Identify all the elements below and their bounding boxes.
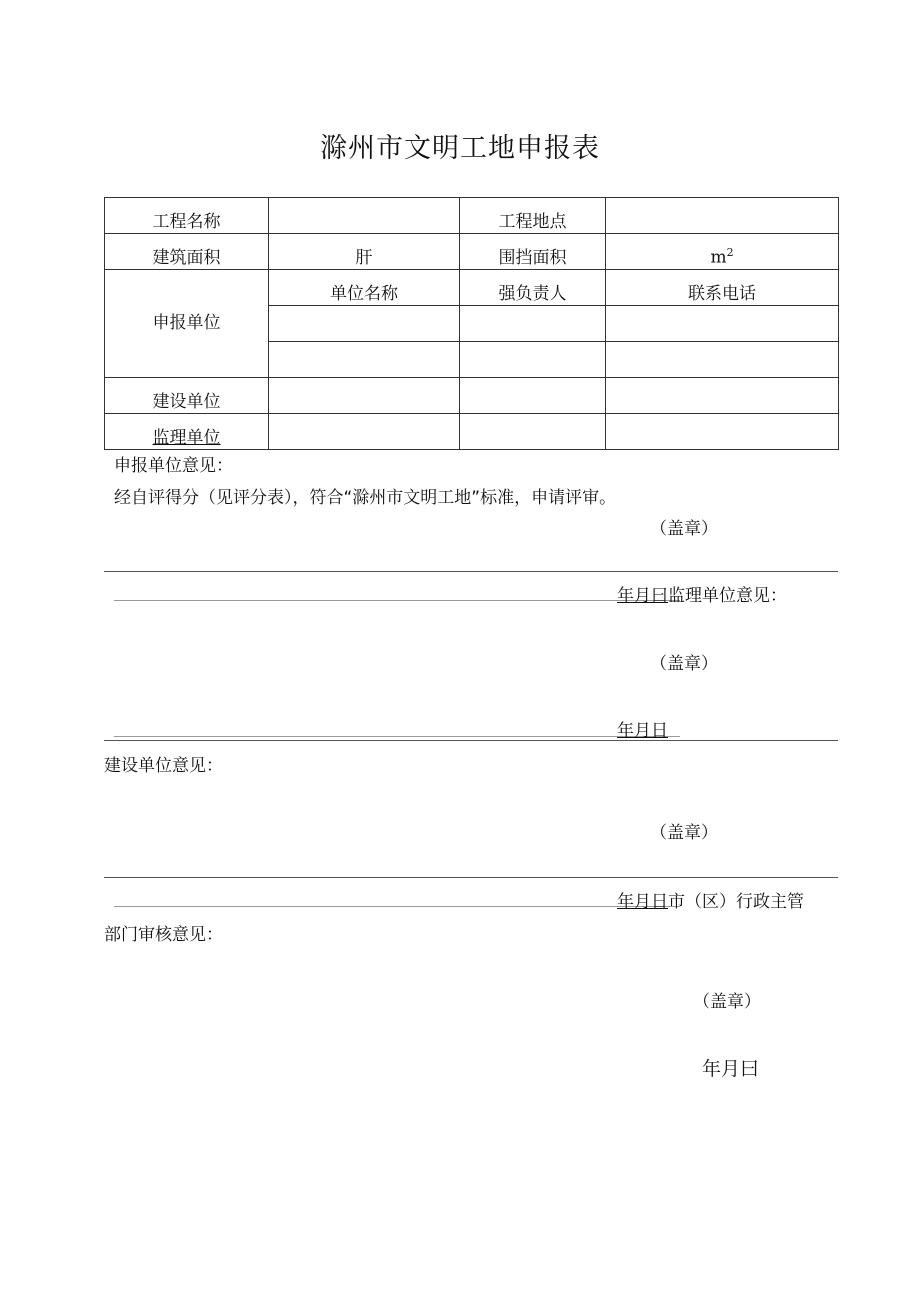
project-name-label: 工程名称 — [105, 198, 269, 234]
applicant-phone-field-2[interactable] — [606, 342, 839, 378]
table-row — [105, 198, 839, 234]
supervision-unit-label — [105, 414, 269, 450]
application-form-table — [104, 197, 839, 450]
section-divider — [104, 740, 838, 741]
applicant-opinion-body: 经自评得分（见评分表），符合“滁州市文明工地”标准，申请评审。 — [114, 488, 617, 508]
supervision-unit-label-text: 监理单位 — [152, 428, 221, 448]
project-location-label: 工程地点 — [460, 198, 606, 234]
construction-date-text: 年月日 — [617, 892, 668, 912]
table-row — [105, 414, 839, 450]
supervision-date-text: 年月日 — [617, 721, 668, 741]
building-area-label: 建筑面积 — [105, 234, 269, 270]
section-divider — [104, 877, 838, 878]
supervision-opinion-date — [617, 716, 668, 741]
table-row — [105, 378, 839, 414]
construction-opinion-seal: （盖章） — [650, 823, 718, 843]
construction-unit-name-field[interactable] — [269, 378, 460, 414]
page-title: 滁州市文明工地申报表 — [320, 133, 600, 164]
applicant-unit-name-field-2[interactable] — [269, 342, 460, 378]
applicant-person-field-2[interactable] — [460, 342, 606, 378]
signature-line — [114, 600, 680, 601]
col-header-phone: 联系电话 — [606, 270, 839, 306]
supervision-person-field[interactable] — [460, 414, 606, 450]
fence-area-label: 围挡面积 — [460, 234, 606, 270]
signature-line — [114, 736, 680, 737]
fence-area-unit-superscript: 2 — [726, 246, 734, 260]
applicant-opinion-heading: 申报单位意见： — [114, 456, 233, 476]
applicant-phone-field-1[interactable] — [606, 306, 839, 342]
applicant-opinion-date — [617, 581, 787, 606]
supervision-unit-name-field[interactable] — [269, 414, 460, 450]
fence-area-unit: m — [710, 248, 727, 268]
applicant-unit-name-field-1[interactable] — [269, 306, 460, 342]
supervision-phone-field[interactable] — [606, 414, 839, 450]
construction-person-field[interactable] — [460, 378, 606, 414]
applicant-date-text: 年月曰 — [617, 586, 668, 606]
table-row — [105, 270, 839, 306]
applicant-person-field-1[interactable] — [460, 306, 606, 342]
col-header-person: 强负责人 — [460, 270, 606, 306]
admin-opinion-heading-2: 部门审核意见： — [104, 925, 223, 945]
admin-opinion-seal: （盖章） — [693, 992, 761, 1012]
construction-opinion-heading: 建设单位意见： — [104, 756, 223, 776]
construction-phone-field[interactable] — [606, 378, 839, 414]
col-header-unit-name: 单位名称 — [269, 270, 460, 306]
section-divider — [104, 571, 838, 572]
signature-line — [114, 906, 680, 907]
admin-opinion-date: 年月曰 — [702, 1058, 760, 1080]
construction-opinion-date — [617, 887, 804, 912]
supervision-opinion-seal: （盖章） — [650, 654, 718, 674]
construction-unit-label: 建设单位 — [105, 378, 269, 414]
fence-area-field[interactable] — [606, 234, 839, 270]
building-area-unit: 肝 — [355, 248, 373, 268]
project-location-field[interactable] — [606, 198, 839, 234]
building-area-field[interactable] — [269, 234, 460, 270]
applicant-opinion-seal: （盖章） — [650, 519, 718, 539]
admin-opinion-heading-1: 市（区）行政主管 — [668, 892, 804, 912]
project-name-field[interactable] — [269, 198, 460, 234]
supervision-opinion-heading: 监理单位意见： — [668, 586, 787, 606]
applicant-label: 申报单位 — [105, 270, 269, 378]
table-row — [105, 234, 839, 270]
